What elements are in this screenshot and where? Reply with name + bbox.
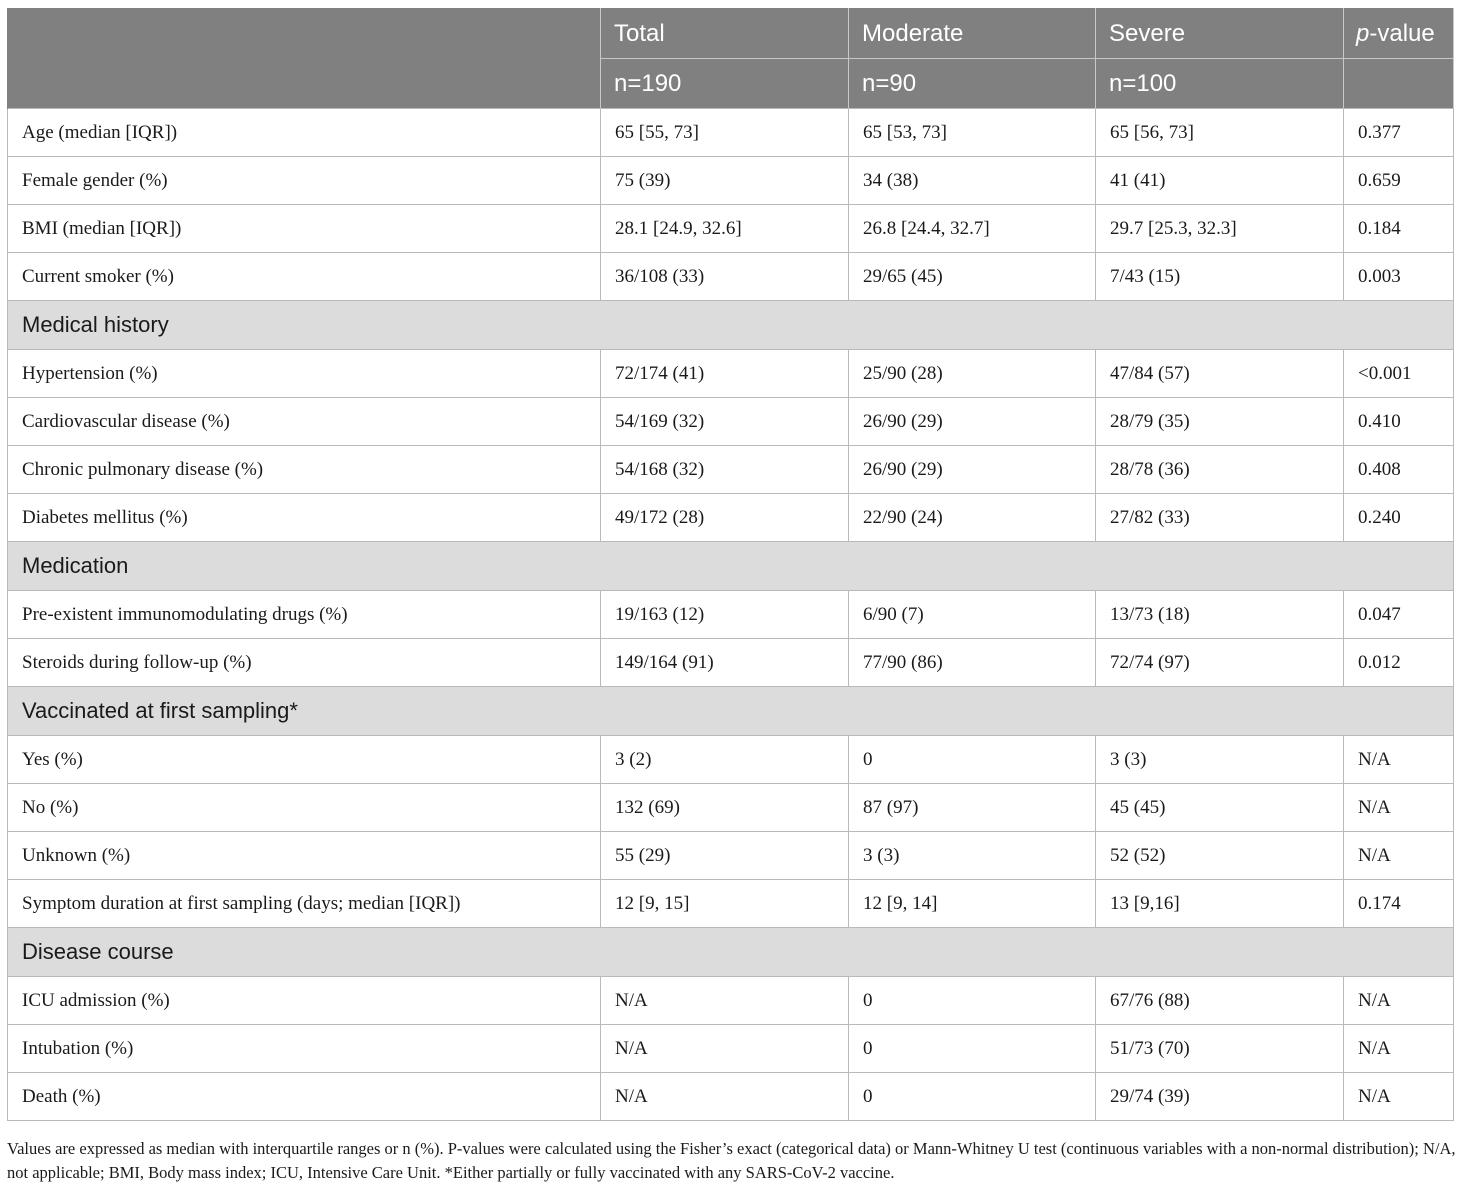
- cell-pvalue: 0.174: [1344, 880, 1454, 928]
- table-body: [8, 109, 1454, 1121]
- header-moderate-n: n=90: [849, 59, 1096, 109]
- cell-pvalue: <0.001: [1344, 350, 1454, 398]
- cell-total: 65 [55, 73]: [601, 109, 849, 157]
- row-label: Steroids during follow-up (%): [8, 639, 601, 687]
- row-label: Diabetes mellitus (%): [8, 494, 601, 542]
- cell-pvalue: N/A: [1344, 1025, 1454, 1073]
- row-label: Intubation (%): [8, 1025, 601, 1073]
- table-row: [8, 591, 1454, 639]
- cell-pvalue: 0.240: [1344, 494, 1454, 542]
- table-row: [8, 832, 1454, 880]
- table-row: [8, 494, 1454, 542]
- cell-total: N/A: [601, 977, 849, 1025]
- cell-moderate: 0: [849, 1073, 1096, 1121]
- cell-moderate: 29/65 (45): [849, 253, 1096, 301]
- cell-moderate: 65 [53, 73]: [849, 109, 1096, 157]
- section-row-vaccinated: [8, 687, 1454, 736]
- table-row: [8, 253, 1454, 301]
- cell-severe: 7/43 (15): [1096, 253, 1344, 301]
- header-corner-cell: [8, 9, 601, 109]
- cell-moderate: 0: [849, 977, 1096, 1025]
- row-label: No (%): [8, 784, 601, 832]
- row-label: Chronic pulmonary disease (%): [8, 446, 601, 494]
- cell-pvalue: 0.377: [1344, 109, 1454, 157]
- cell-severe: 52 (52): [1096, 832, 1344, 880]
- cell-moderate: 26/90 (29): [849, 398, 1096, 446]
- row-label: BMI (median [IQR]): [8, 205, 601, 253]
- cell-moderate: 3 (3): [849, 832, 1096, 880]
- cell-pvalue: 0.408: [1344, 446, 1454, 494]
- header-severe: Severe: [1096, 9, 1344, 59]
- header-pvalue: [1344, 9, 1454, 59]
- cell-severe: 3 (3): [1096, 736, 1344, 784]
- row-label: Pre-existent immunomodulating drugs (%): [8, 591, 601, 639]
- cell-severe: 41 (41): [1096, 157, 1344, 205]
- cell-severe: 13/73 (18): [1096, 591, 1344, 639]
- row-label: Female gender (%): [8, 157, 601, 205]
- characteristics-table: [7, 8, 1454, 1121]
- cell-total: 28.1 [24.9, 32.6]: [601, 205, 849, 253]
- table-row: [8, 446, 1454, 494]
- cell-severe: 47/84 (57): [1096, 350, 1344, 398]
- cell-pvalue: N/A: [1344, 977, 1454, 1025]
- section-label: Medication: [8, 542, 1454, 591]
- cell-severe: 29.7 [25.3, 32.3]: [1096, 205, 1344, 253]
- section-label: Medical history: [8, 301, 1454, 350]
- table-row: [8, 1073, 1454, 1121]
- section-row-disease-course: [8, 928, 1454, 977]
- table-row: [8, 736, 1454, 784]
- cell-severe: 67/76 (88): [1096, 977, 1344, 1025]
- cell-moderate: 22/90 (24): [849, 494, 1096, 542]
- row-label: Age (median [IQR]): [8, 109, 601, 157]
- header-total-n: n=190: [601, 59, 849, 109]
- cell-pvalue: N/A: [1344, 832, 1454, 880]
- section-row-medical-history: [8, 301, 1454, 350]
- section-label: Disease course: [8, 928, 1454, 977]
- table-row: [8, 1025, 1454, 1073]
- header-moderate: Moderate: [849, 9, 1096, 59]
- cell-severe: 65 [56, 73]: [1096, 109, 1344, 157]
- section-label: Vaccinated at first sampling*: [8, 687, 1454, 736]
- table-row: [8, 350, 1454, 398]
- pvalue-suffix: -value: [1369, 19, 1435, 47]
- cell-severe: 13 [9,16]: [1096, 880, 1344, 928]
- cell-total: 54/168 (32): [601, 446, 849, 494]
- cell-total: 149/164 (91): [601, 639, 849, 687]
- cell-total: 3 (2): [601, 736, 849, 784]
- table-row: [8, 157, 1454, 205]
- table-row: [8, 205, 1454, 253]
- header-row-labels: [8, 9, 1454, 59]
- row-label: Death (%): [8, 1073, 601, 1121]
- row-label: Hypertension (%): [8, 350, 601, 398]
- cell-severe: 45 (45): [1096, 784, 1344, 832]
- cell-total: 49/172 (28): [601, 494, 849, 542]
- cell-pvalue: N/A: [1344, 736, 1454, 784]
- cell-total: N/A: [601, 1073, 849, 1121]
- cell-pvalue: 0.659: [1344, 157, 1454, 205]
- row-label: Yes (%): [8, 736, 601, 784]
- cell-moderate: 0: [849, 736, 1096, 784]
- cell-moderate: 34 (38): [849, 157, 1096, 205]
- cell-severe: 27/82 (33): [1096, 494, 1344, 542]
- cell-total: 132 (69): [601, 784, 849, 832]
- cell-pvalue: 0.410: [1344, 398, 1454, 446]
- cell-pvalue: N/A: [1344, 1073, 1454, 1121]
- cell-severe: 72/74 (97): [1096, 639, 1344, 687]
- cell-pvalue: 0.184: [1344, 205, 1454, 253]
- table-row: [8, 109, 1454, 157]
- table-row: [8, 880, 1454, 928]
- cell-moderate: 26/90 (29): [849, 446, 1096, 494]
- cell-pvalue: 0.047: [1344, 591, 1454, 639]
- cell-total: 55 (29): [601, 832, 849, 880]
- cell-pvalue: N/A: [1344, 784, 1454, 832]
- cell-severe: 28/79 (35): [1096, 398, 1344, 446]
- cell-moderate: 77/90 (86): [849, 639, 1096, 687]
- header-severe-n: n=100: [1096, 59, 1344, 109]
- section-row-medication: [8, 542, 1454, 591]
- cell-moderate: 0: [849, 1025, 1096, 1073]
- cell-pvalue: 0.012: [1344, 639, 1454, 687]
- pvalue-p: p: [1356, 19, 1370, 47]
- cell-total: 19/163 (12): [601, 591, 849, 639]
- cell-total: N/A: [601, 1025, 849, 1073]
- cell-severe: 51/73 (70): [1096, 1025, 1344, 1073]
- row-label: Current smoker (%): [8, 253, 601, 301]
- cell-moderate: 26.8 [24.4, 32.7]: [849, 205, 1096, 253]
- row-label: Cardiovascular disease (%): [8, 398, 601, 446]
- table-row: [8, 977, 1454, 1025]
- cell-moderate: 87 (97): [849, 784, 1096, 832]
- cell-total: 75 (39): [601, 157, 849, 205]
- row-label: Unknown (%): [8, 832, 601, 880]
- cell-total: 12 [9, 15]: [601, 880, 849, 928]
- cell-moderate: 12 [9, 14]: [849, 880, 1096, 928]
- header-total: Total: [601, 9, 849, 59]
- table-row: [8, 398, 1454, 446]
- cell-total: 54/169 (32): [601, 398, 849, 446]
- table-footnote: Values are expressed as median with interquartile ranges or n (%). P-values were calculated using the Fisher’s exact (categorical data) or Mann-Whitney U test (continuous variables with a non-normal distribution); N/A, not applicable; BMI, Body mass index; ICU, Intensive Care Unit. *Either partially or fully vaccinated with any SARS-CoV-2 vaccine.: [7, 1139, 1456, 1182]
- characteristics-table-container: [7, 8, 1453, 1121]
- cell-severe: 28/78 (36): [1096, 446, 1344, 494]
- cell-pvalue: 0.003: [1344, 253, 1454, 301]
- table-row: [8, 639, 1454, 687]
- table-row: [8, 784, 1454, 832]
- cell-moderate: 25/90 (28): [849, 350, 1096, 398]
- row-label: Symptom duration at first sampling (days; median [IQR]): [8, 880, 601, 928]
- cell-moderate: 6/90 (7): [849, 591, 1096, 639]
- cell-severe: 29/74 (39): [1096, 1073, 1344, 1121]
- row-label: ICU admission (%): [8, 977, 601, 1025]
- header-pvalue-blank: [1344, 59, 1454, 109]
- cell-total: 36/108 (33): [601, 253, 849, 301]
- table-header: [8, 9, 1454, 109]
- cell-total: 72/174 (41): [601, 350, 849, 398]
